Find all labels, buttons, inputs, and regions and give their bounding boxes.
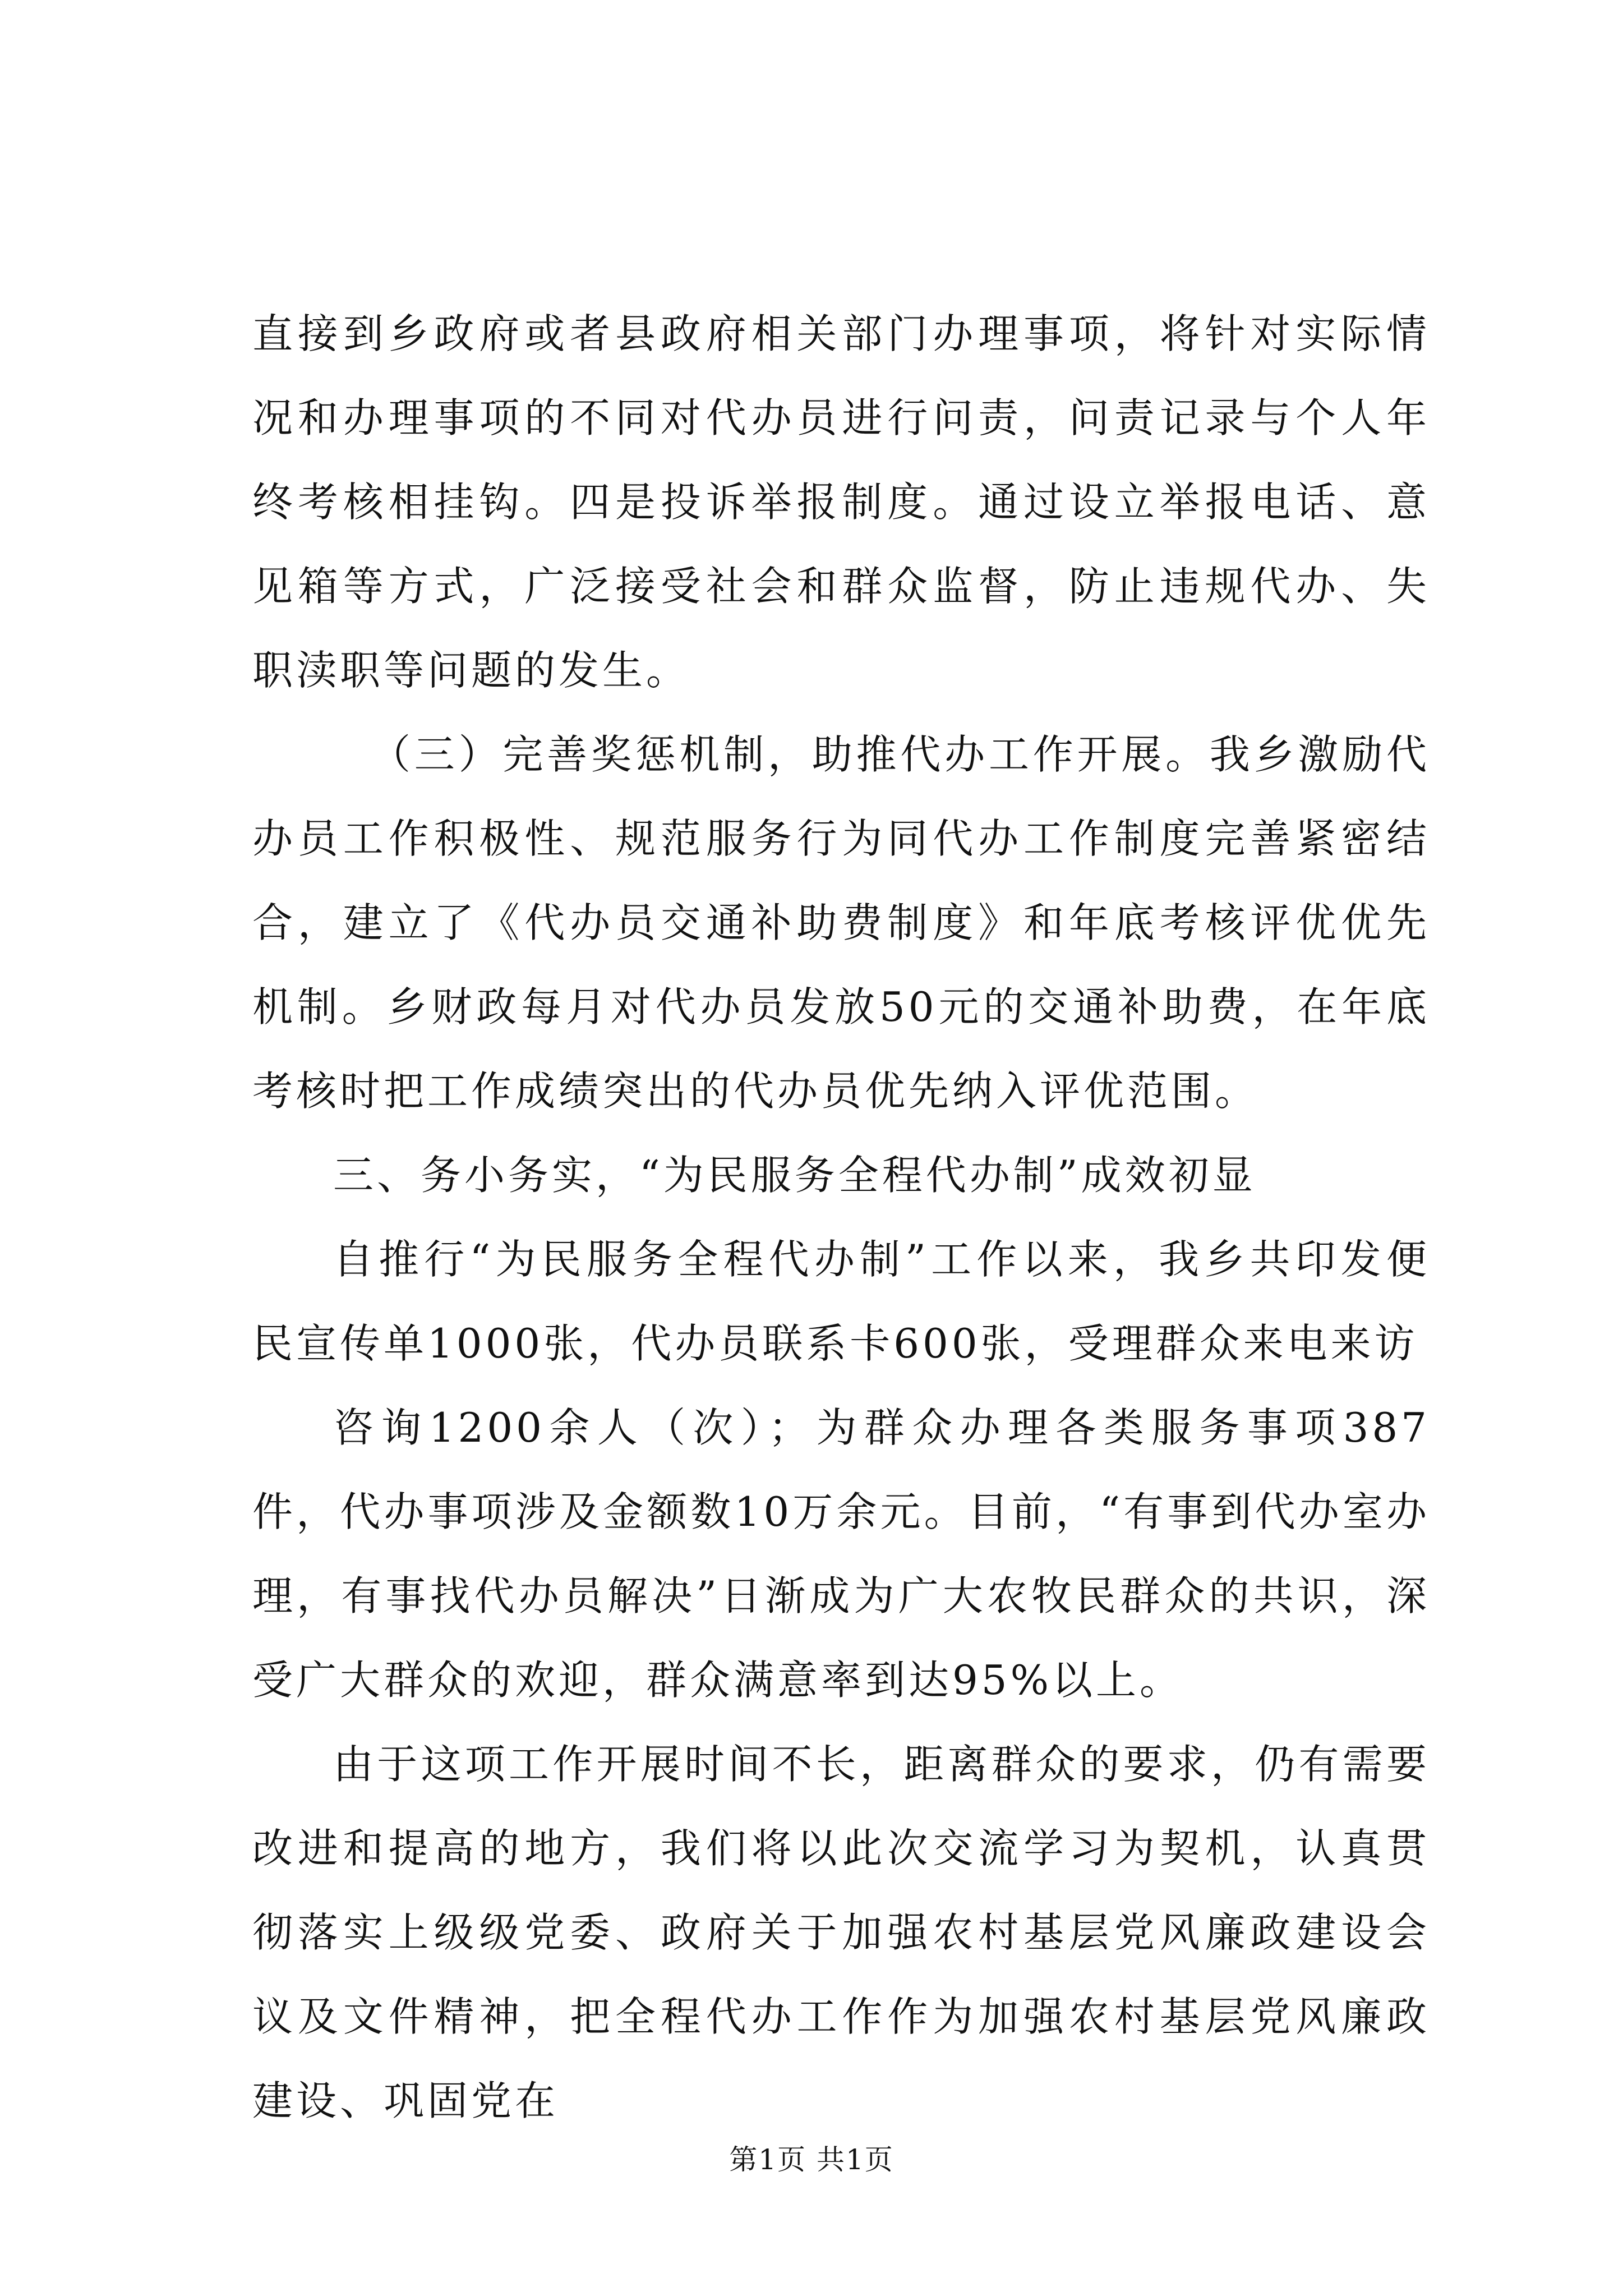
paragraph-results-detail: 咨询1200余人（次）；为群众办理各类服务事项387件，代办事项涉及金额数10万余元。目前，“有事到代办室办理，有事找代办员解决”日渐成为广大农牧民群众的共识，深受广大群众的欢迎，群众满意率到达95%以上。	[252, 1404, 1430, 1704]
paragraph-results-intro: 自推行“为民服务全程代办制”工作以来，我乡共印发便民宣传单1000张，代办员联系卡600张，受理群众来电来访	[252, 1236, 1430, 1367]
document-body	[252, 292, 1430, 2143]
paragraph-accountability-continued: 直接到乡政府或者县政府相关部门办理事项，将针对实际情况和办理事项的不同对代办员进行问责，问责记录与个人年终考核相挂钩。四是投诉举报制度。通过设立举报电话、意见箱等方式，广泛接受社会和群众监督，防止违规代办、失职渎职等问题的发生。	[252, 310, 1430, 694]
paragraph-conclusion: 由于这项工作开展时间不长，距离群众的要求，仍有需要改进和提高的地方，我们将以此次交流学习为契机，认真贯彻落实上级级党委、政府关于加强农村基层党风廉政建设会议及文件精神，把全程代办工作作为加强农村基层党风廉政建设、巩固党在	[252, 1741, 1430, 2124]
page-footer: 第1页 共1页	[729, 2143, 894, 2176]
paragraph-reward-mechanism: （三）完善奖惩机制，助推代办工作开展。我乡激励代办员工作积极性、规范服务行为同代办工作制度完善紧密结合，建立了《代办员交通补助费制度》和年底考核评优优先机制。乡财政每月对代办员发放50元的交通补助费，在年底考核时把工作成绩突出的代办员优先纳入评优范围。	[252, 731, 1430, 1115]
section-heading-results: 三、务小务实，“为民服务全程代办制”成效初显	[333, 1152, 1256, 1199]
